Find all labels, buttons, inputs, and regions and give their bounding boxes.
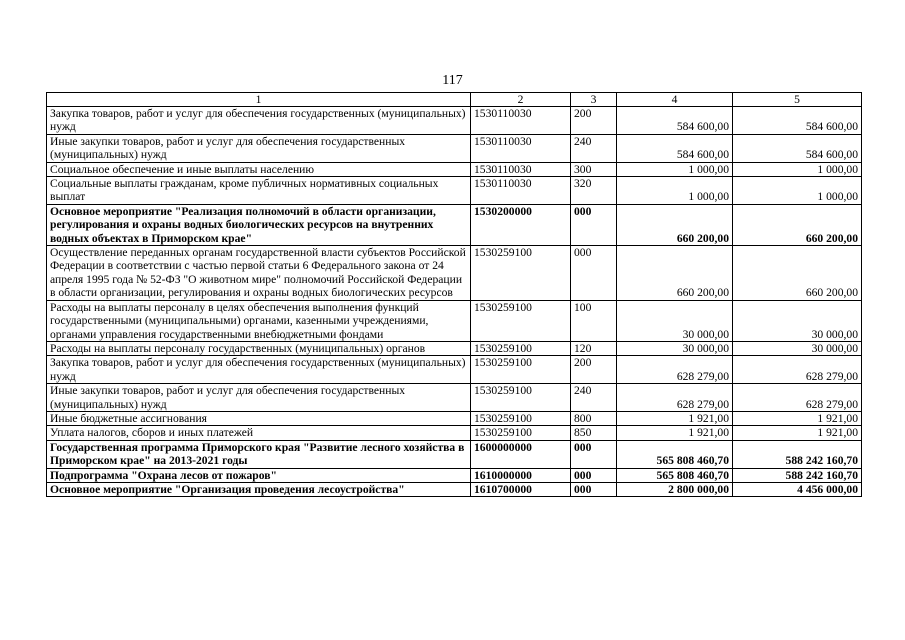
table-row: [47, 204, 862, 245]
column-header: 4: [617, 93, 733, 107]
table-row: [47, 482, 862, 496]
row-value-year2-cell: 628 279,00: [733, 384, 862, 412]
row-name-cell: Подпрограмма "Охрана лесов от пожаров": [47, 468, 471, 482]
row-code-cell: 1530259100: [471, 356, 571, 384]
row-type-cell: 000: [571, 440, 617, 468]
table-row: [47, 426, 862, 440]
row-value-year2-cell: 660 200,00: [733, 246, 862, 301]
row-value-year1-cell: 30 000,00: [617, 300, 733, 341]
row-type-cell: 120: [571, 341, 617, 355]
row-value-year1-cell: 628 279,00: [617, 356, 733, 384]
row-value-year2-cell: 30 000,00: [733, 300, 862, 341]
table-row: [47, 107, 862, 135]
row-name-cell: Закупка товаров, работ и услуг для обеспечения государственных (муниципальных) нужд: [47, 356, 471, 384]
column-header: 5: [733, 93, 862, 107]
row-type-cell: 200: [571, 356, 617, 384]
row-value-year1-cell: 1 921,00: [617, 411, 733, 425]
table-row: [47, 134, 862, 162]
row-value-year2-cell: 584 600,00: [733, 134, 862, 162]
row-name-cell: Иные закупки товаров, работ и услуг для обеспечения государственных (муниципальных) нужд: [47, 384, 471, 412]
row-code-cell: 1530200000: [471, 204, 571, 245]
table-row: [47, 384, 862, 412]
row-code-cell: 1530259100: [471, 426, 571, 440]
row-name-cell: Расходы на выплаты персоналу государственных (муниципальных) органов: [47, 341, 471, 355]
row-code-cell: 1530259100: [471, 384, 571, 412]
row-code-cell: 1610700000: [471, 482, 571, 496]
row-type-cell: 000: [571, 204, 617, 245]
row-value-year1-cell: 2 800 000,00: [617, 482, 733, 496]
row-code-cell: 1530110030: [471, 162, 571, 176]
row-code-cell: 1530259100: [471, 246, 571, 301]
row-value-year2-cell: 1 921,00: [733, 426, 862, 440]
row-name-cell: Иные закупки товаров, работ и услуг для обеспечения государственных (муниципальных) нужд: [47, 134, 471, 162]
row-name-cell: Основное мероприятие "Организация проведения лесоустройства": [47, 482, 471, 496]
row-value-year1-cell: 1 000,00: [617, 177, 733, 205]
table-row: [47, 468, 862, 482]
row-code-cell: 1530259100: [471, 341, 571, 355]
row-name-cell: Иные бюджетные ассигнования: [47, 411, 471, 425]
table-row: [47, 300, 862, 341]
row-code-cell: 1530110030: [471, 177, 571, 205]
row-value-year1-cell: 584 600,00: [617, 107, 733, 135]
table-row: [47, 177, 862, 205]
row-type-cell: 300: [571, 162, 617, 176]
row-value-year1-cell: 30 000,00: [617, 341, 733, 355]
row-type-cell: 000: [571, 246, 617, 301]
row-value-year2-cell: 628 279,00: [733, 356, 862, 384]
row-code-cell: 1600000000: [471, 440, 571, 468]
column-header: 1: [47, 93, 471, 107]
table-row: [47, 162, 862, 176]
row-name-cell: Основное мероприятие "Реализация полномочий в области организации, регулирования и охраны водных биологических ресурсов на внутренних водных объектах в Приморском крае": [47, 204, 471, 245]
row-value-year1-cell: 584 600,00: [617, 134, 733, 162]
row-name-cell: Социальные выплаты гражданам, кроме публичных нормативных социальных выплат: [47, 177, 471, 205]
row-type-cell: 000: [571, 468, 617, 482]
row-value-year2-cell: 1 921,00: [733, 411, 862, 425]
row-value-year1-cell: 628 279,00: [617, 384, 733, 412]
row-name-cell: Расходы на выплаты персоналу в целях обеспечения выполнения функций государственными (муниципальными) органами, казенными учреждениями, органами управления государственными внебюджетными фондами: [47, 300, 471, 341]
row-type-cell: 200: [571, 107, 617, 135]
row-value-year1-cell: 1 921,00: [617, 426, 733, 440]
table-row: [47, 440, 862, 468]
row-value-year1-cell: 565 808 460,70: [617, 468, 733, 482]
column-header: 2: [471, 93, 571, 107]
row-name-cell: Государственная программа Приморского края "Развитие лесного хозяйства в Приморском крае" на 2013-2021 годы: [47, 440, 471, 468]
row-value-year2-cell: 588 242 160,70: [733, 468, 862, 482]
row-type-cell: 240: [571, 134, 617, 162]
row-value-year2-cell: 30 000,00: [733, 341, 862, 355]
row-type-cell: 800: [571, 411, 617, 425]
row-name-cell: Уплата налогов, сборов и иных платежей: [47, 426, 471, 440]
row-code-cell: 1530259100: [471, 411, 571, 425]
row-value-year2-cell: 660 200,00: [733, 204, 862, 245]
row-name-cell: Закупка товаров, работ и услуг для обеспечения государственных (муниципальных) нужд: [47, 107, 471, 135]
row-type-cell: 320: [571, 177, 617, 205]
row-code-cell: 1530110030: [471, 107, 571, 135]
table-row: [47, 356, 862, 384]
row-type-cell: 240: [571, 384, 617, 412]
row-value-year2-cell: 1 000,00: [733, 162, 862, 176]
row-type-cell: 100: [571, 300, 617, 341]
table-row: [47, 246, 862, 301]
row-code-cell: 1530110030: [471, 134, 571, 162]
row-value-year2-cell: 4 456 000,00: [733, 482, 862, 496]
row-type-cell: 850: [571, 426, 617, 440]
table-row: [47, 411, 862, 425]
row-value-year1-cell: 660 200,00: [617, 204, 733, 245]
row-name-cell: Осуществление переданных органам государственной власти субъектов Российской Федерации в соответствии с частью первой статьи 6 Федерального закона от 24 апреля 1995 года № 52-ФЗ "О животном мире" полномочий Российской Федерации в области организации, регулирования и охраны водных биологических ресурсов: [47, 246, 471, 301]
row-value-year1-cell: 660 200,00: [617, 246, 733, 301]
table-row: [47, 341, 862, 355]
column-header: 3: [571, 93, 617, 107]
row-type-cell: 000: [571, 482, 617, 496]
page-number: 117: [442, 73, 463, 88]
row-value-year2-cell: 1 000,00: [733, 177, 862, 205]
row-value-year1-cell: 565 808 460,70: [617, 440, 733, 468]
budget-table: [46, 92, 862, 497]
row-value-year2-cell: 588 242 160,70: [733, 440, 862, 468]
table-header-row: [47, 93, 862, 107]
row-value-year1-cell: 1 000,00: [617, 162, 733, 176]
row-name-cell: Социальное обеспечение и иные выплаты населению: [47, 162, 471, 176]
row-value-year2-cell: 584 600,00: [733, 107, 862, 135]
row-code-cell: 1530259100: [471, 300, 571, 341]
row-code-cell: 1610000000: [471, 468, 571, 482]
